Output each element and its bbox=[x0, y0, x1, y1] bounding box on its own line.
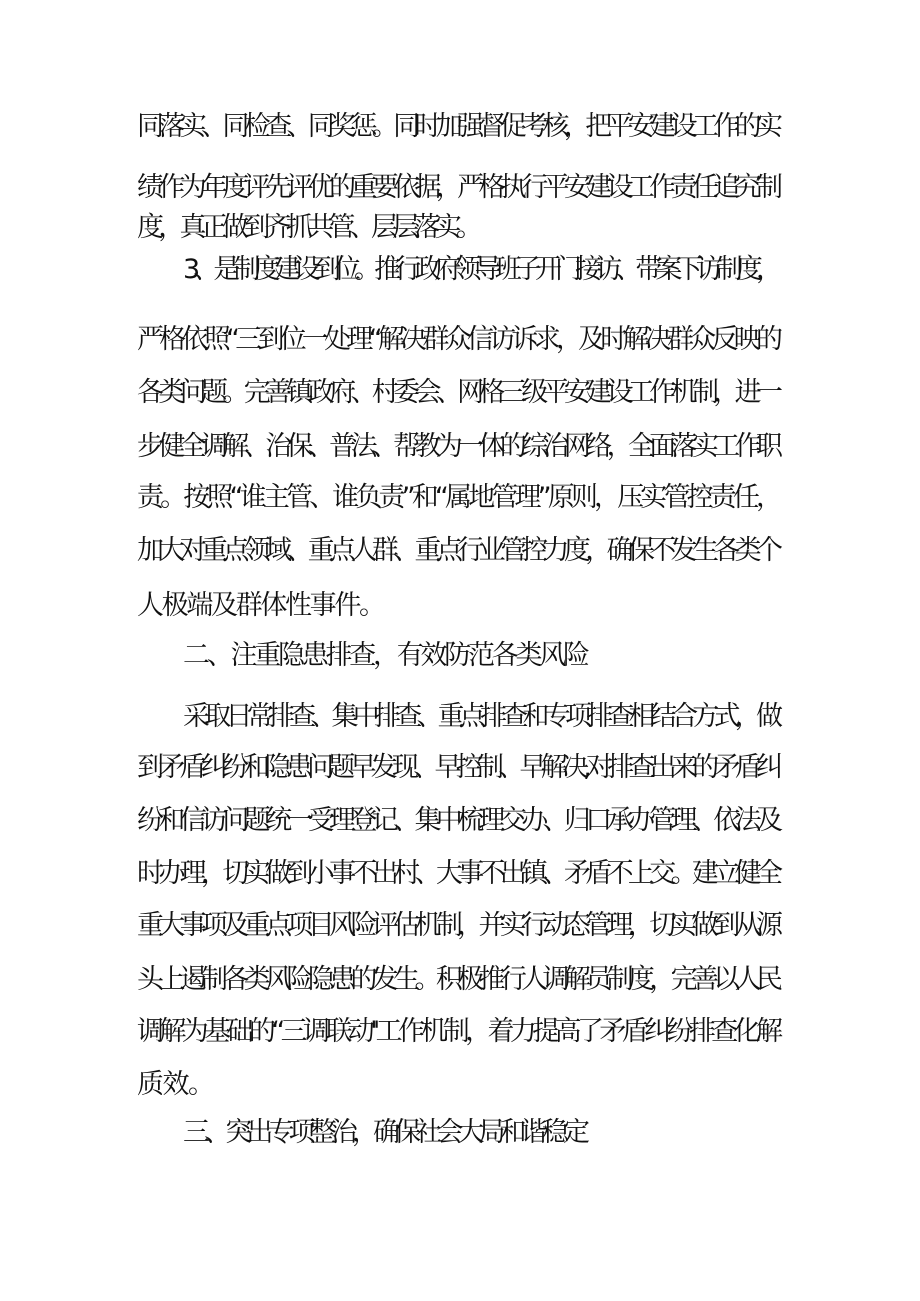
text-line-content: 度，真正做到齐抓共管、层层落实。 bbox=[137, 212, 478, 243]
text-line bbox=[137, 168, 783, 208]
text-line-content: 质效。 bbox=[137, 1069, 214, 1100]
text-line bbox=[137, 748, 783, 788]
text-line bbox=[137, 801, 783, 841]
text-line bbox=[137, 373, 783, 413]
text-line-content: 3、是制度建设到位。推行政府领导班子开门接访、带案下访制度， bbox=[183, 254, 777, 285]
section-heading-text: 二、注重隐患排查，有效防范各类风险 bbox=[183, 640, 587, 671]
text-line bbox=[183, 250, 783, 290]
text-line-content: 加大对重点领域、重点人群、重点行业管控力度，确保不发生各类个 bbox=[137, 535, 778, 566]
text-line-content: 调解为基础的“三调联动''工作机制，着力提高了矛盾纠纷排查化解 bbox=[137, 1016, 779, 1047]
text-line-content: 到矛盾纠纷和隐患问题早发现、早控制、早解决,对排查出来的矛盾纠 bbox=[137, 752, 778, 783]
text-line-content: 同落实、同检查、同奖惩。同时加强督促考核，把平安建设工作的实 bbox=[137, 111, 778, 142]
text-line bbox=[137, 531, 783, 571]
text-line-content: 纷和信访问题统一受理登记、集中梳理交办、归口承办管理、依法及 bbox=[137, 805, 778, 836]
section-heading bbox=[183, 636, 590, 676]
text-line-content: 绩作为年度评先评优的重要依据，严格执行平安建设工作责任追究制 bbox=[137, 172, 778, 203]
text-line bbox=[137, 1012, 783, 1052]
text-line-content: 采取日常排查、集中排查、重点排查和专项排查相结合方式，做 bbox=[183, 701, 778, 732]
text-line bbox=[137, 586, 386, 626]
text-line-content: 步健全调解、治保、普法、帮教为一体的综治网络，全面落实工作职 bbox=[137, 431, 778, 462]
text-line-content: 严格依照“三到位一处理“解决群众信访诉求，及时解决群众反映的 bbox=[137, 324, 779, 355]
text-line-content: 人极端及群体性事件。 bbox=[137, 590, 384, 621]
text-line-content: 头上遏制各类风险隐患的发生。积极推行人调解员制度，完善以人民 bbox=[137, 964, 778, 995]
text-line bbox=[137, 427, 783, 467]
text-line bbox=[137, 107, 783, 147]
text-line-content: 重大事项及重点项目风险评估机制，并实行动态管理，切实做到从源 bbox=[137, 910, 778, 941]
text-line bbox=[183, 697, 783, 737]
text-line-content: 时办理，切实做到小事不出村、大事不出镇、矛盾不上交。建立健全 bbox=[137, 858, 778, 889]
text-line bbox=[137, 906, 783, 946]
text-line bbox=[137, 478, 783, 518]
text-line-content: 责。按照“谁主管、谁负责”和“属地管理”原则，压实管控责任， bbox=[137, 482, 780, 513]
text-line bbox=[137, 960, 783, 1000]
section-heading bbox=[183, 1113, 590, 1153]
text-line bbox=[137, 854, 783, 894]
text-line bbox=[137, 208, 483, 248]
text-line bbox=[137, 1065, 215, 1105]
text-line bbox=[137, 320, 783, 360]
section-heading-text: 三、突出专项整治，确保社会大局和谐稳定 bbox=[183, 1117, 585, 1148]
text-line-content: 各类问题。完善镇政府、村委会、网格三级平安建设工作机制，进一 bbox=[137, 377, 778, 408]
